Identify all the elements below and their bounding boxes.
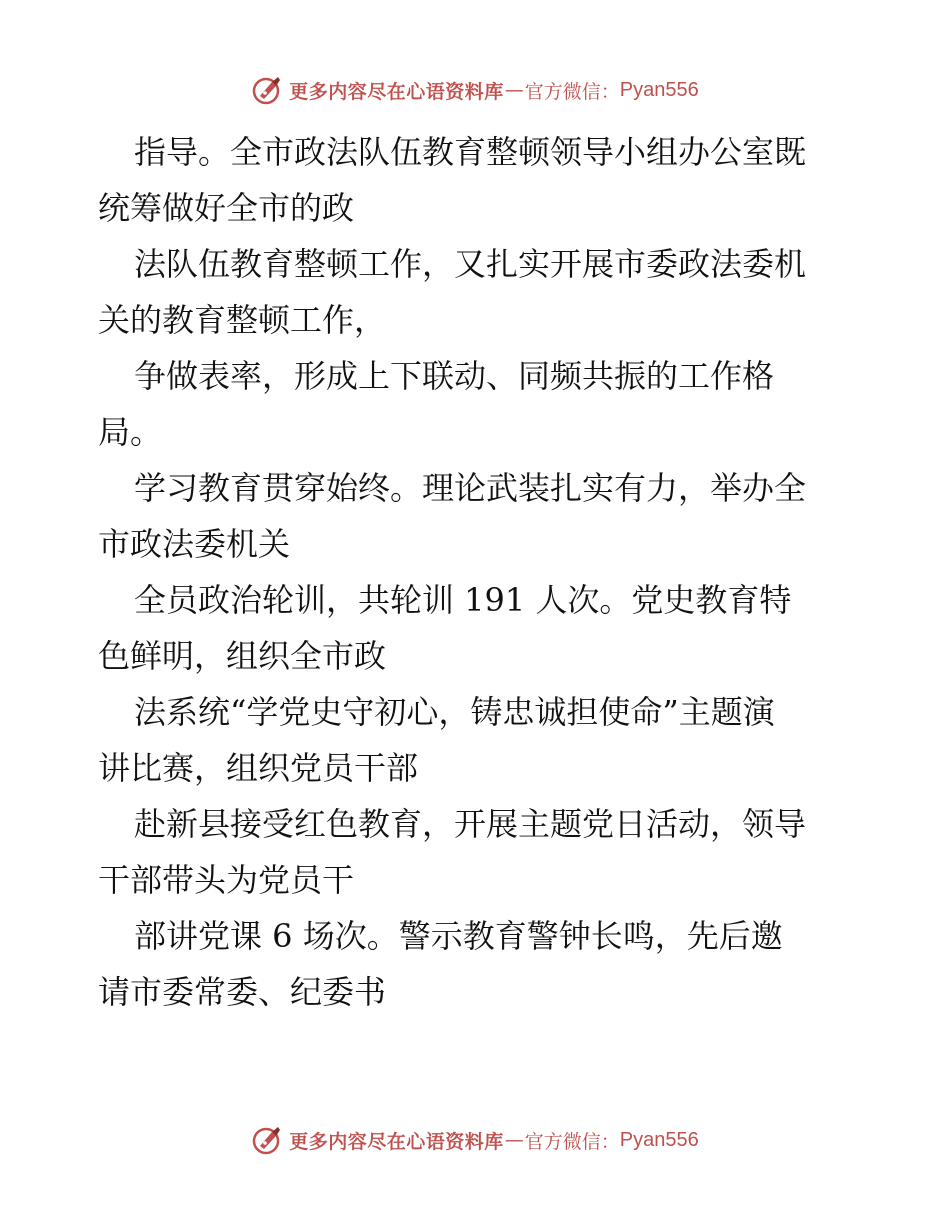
paragraph-line: 学习教育贯穿始终。理论武装扎实有力，举办全	[134, 469, 807, 507]
paragraph-line: 关的教育整顿工作，	[98, 301, 387, 339]
paragraph-line: 法队伍教育整顿工作，又扎实开展市委政法委机	[134, 245, 807, 283]
paragraph-line: 指导。全市政法队伍教育整顿领导小组办公室既	[134, 133, 807, 171]
paragraph-line: 干部带头为党员干	[98, 861, 355, 899]
document-body	[98, 124, 858, 1020]
footer-banner-separator: —	[504, 1129, 524, 1151]
paragraph	[98, 572, 858, 684]
pen-nib-logo-icon	[251, 1124, 283, 1156]
footer-wechat-id: Pyan556	[619, 1128, 699, 1151]
paragraph-line: 讲比赛，组织党员干部	[98, 749, 419, 787]
pen-nib-logo-icon	[251, 74, 283, 106]
header-banner	[0, 72, 950, 108]
header-banner-text: 更多内容尽在心语资料库	[289, 80, 504, 103]
paragraph	[98, 460, 858, 572]
paragraph	[98, 796, 858, 908]
paragraph-line: 色鲜明，组织全市政	[98, 637, 387, 675]
paragraph-line: 全员政治轮训，共轮训 191 人次。党史教育特	[134, 581, 792, 619]
paragraph-line: 争做表率，形成上下联动、同频共振的工作格	[134, 357, 775, 395]
footer-banner-text: 更多内容尽在心语资料库	[289, 1130, 504, 1153]
header-wechat-id: Pyan556	[619, 78, 699, 101]
paragraph-line: 法系统“学党史守初心，铸忠诚担使命”主题演	[134, 693, 775, 731]
header-banner-separator: —	[504, 79, 524, 101]
footer-wechat-label: 官方微信：	[524, 1130, 620, 1153]
header-wechat-label: 官方微信：	[524, 80, 620, 103]
paragraph-line: 请市委常委、纪委书	[98, 973, 387, 1011]
paragraph	[98, 236, 858, 348]
paragraph	[98, 124, 858, 236]
footer-banner	[0, 1122, 950, 1158]
paragraph	[98, 908, 858, 1020]
paragraph-line: 部讲党课 6 场次。警示教育警钟长鸣，先后邀	[134, 917, 783, 955]
paragraph-line: 统筹做好全市的政	[98, 189, 355, 227]
paragraph-line: 市政法委机关	[98, 525, 291, 563]
paragraph	[98, 348, 858, 460]
paragraph	[98, 684, 858, 796]
paragraph-line: 局。	[98, 413, 163, 451]
paragraph-line: 赴新县接受红色教育，开展主题党日活动，领导	[134, 805, 807, 843]
